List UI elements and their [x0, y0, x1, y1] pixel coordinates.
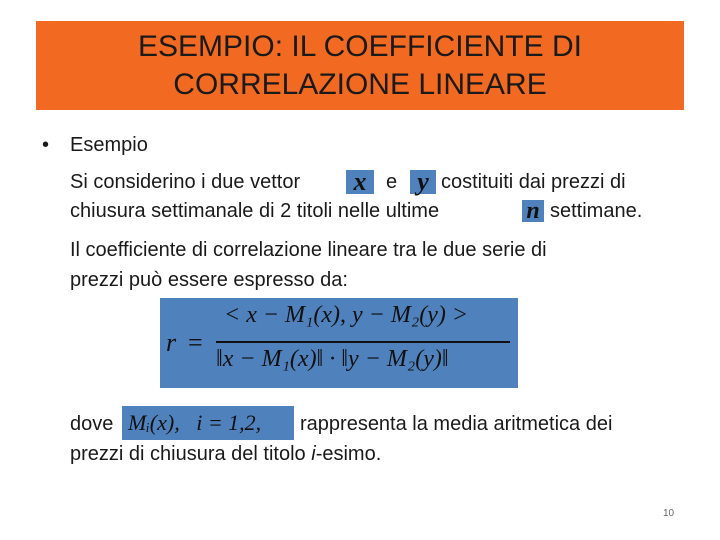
dove-line2-text-1: prezzi di chiusura del titolo: [70, 443, 312, 465]
dove-line2-italic: i: [311, 443, 316, 465]
para1-tail: [441, 168, 701, 197]
var-y: y: [417, 167, 429, 196]
paragraph-line-3: [70, 236, 690, 265]
bullet-label: Esempio: [70, 134, 148, 156]
fraction-bar: [216, 341, 510, 343]
math-var-n: [522, 197, 544, 224]
var-x: x: [353, 167, 367, 196]
bullet-icon: •: [42, 134, 50, 156]
para2-text-1: chiusura settimanale di 2 titoli nelle ultime: [70, 200, 440, 222]
para1-text-e: e: [386, 171, 398, 193]
slide-title: [138, 28, 582, 104]
dove-line-2: [70, 440, 690, 469]
formula-numerator: < x − M₁(x), y − M₂(y) >: [224, 302, 469, 328]
dove-rest: [300, 410, 700, 439]
para1-text-1: Si considerino i due vettor: [70, 171, 301, 193]
var-n: n: [526, 197, 540, 224]
para3-text-2: prezzi può essere espresso da:: [70, 269, 348, 291]
title-line-1: ESEMPIO: IL COEFFICIENTE DI: [138, 29, 582, 63]
para3-text-1: Il coefficiente di correlazione lineare tra le due serie di: [70, 239, 547, 261]
formula-equals: =: [188, 328, 203, 357]
mean-def-text: Mᵢ(x), i = 1,2,: [128, 410, 262, 435]
title-line-2: CORRELAZIONE LINEARE: [173, 67, 547, 101]
paragraph-line-4: [70, 266, 690, 295]
math-var-y: [410, 167, 436, 196]
correlation-formula: [160, 298, 518, 388]
para2-tail: [550, 197, 700, 226]
page-number: 10: [663, 508, 675, 519]
dove-line2-text-2: -esimo.: [315, 443, 382, 465]
para2-text-2: settimane.: [550, 200, 643, 222]
math-var-x: [346, 167, 374, 196]
formula-denominator: ‖x − M₁(x)‖ · ‖y − M₂(y)‖: [216, 346, 449, 372]
formula-lhs: r: [166, 328, 177, 357]
math-mean-def: [122, 406, 294, 440]
dove-rest-text: rappresenta la media aritmetica dei: [300, 413, 613, 435]
dove-text: dove: [70, 413, 114, 435]
bullet-item: [42, 132, 148, 158]
para1-text-3: costituiti dai prezzi di: [441, 171, 626, 193]
title-banner: [36, 21, 684, 110]
